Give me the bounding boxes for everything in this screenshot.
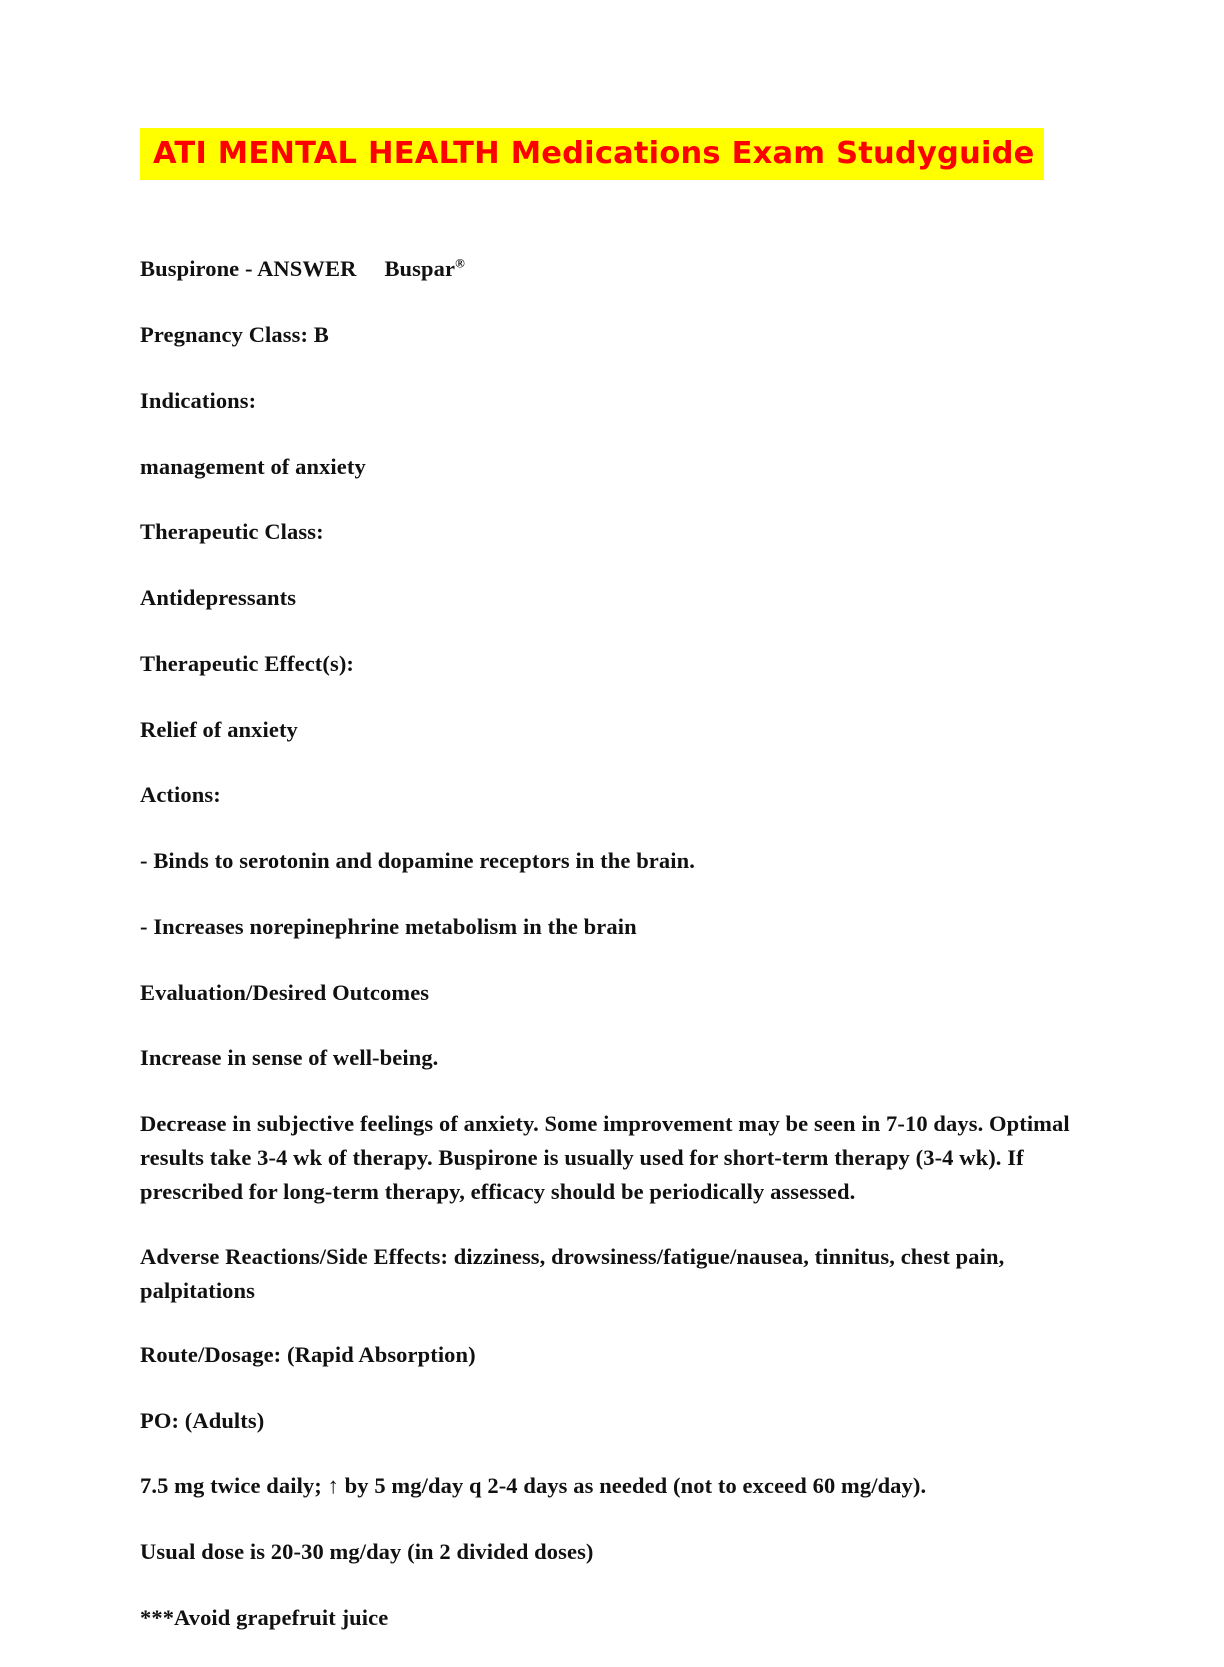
page-title: ATI MENTAL HEALTH Medications Exam Studyguide	[140, 128, 1044, 180]
therapeutic-class-label: Therapeutic Class:	[140, 519, 324, 545]
actions-label: Actions:	[140, 782, 221, 808]
pregnancy-class-line: Pregnancy Class: B	[140, 322, 329, 348]
registered-mark: ®	[455, 255, 465, 271]
evaluation-label: Evaluation/Desired Outcomes	[140, 979, 430, 1005]
drug-name-line	[140, 252, 1084, 286]
action-item-1: - Binds to serotonin and dopamine receptors in the brain.	[140, 848, 695, 874]
special-note: ***Avoid grapefruit juice	[140, 1604, 389, 1630]
document-body	[140, 128, 1084, 1667]
evaluation-item-1: Increase in sense of well-being.	[140, 1045, 439, 1071]
brand-name: Buspar	[384, 256, 456, 282]
dose-detail-1: 7.5 mg twice daily; ↑ by 5 mg/day q 2-4 days as needed (not to exceed 60 mg/day).	[140, 1473, 927, 1499]
indications-label: Indications:	[140, 387, 257, 413]
route-dosage-label: Route/Dosage: (Rapid Absorption)	[140, 1341, 476, 1367]
therapeutic-effects-label: Therapeutic Effect(s):	[140, 650, 355, 676]
document-content	[140, 252, 1084, 1634]
therapeutic-class-value: Antidepressants	[140, 585, 297, 611]
dose-detail-2: Usual dose is 20-30 mg/day (in 2 divided doses)	[140, 1539, 594, 1565]
drug-name-answer: Buspirone - ANSWER	[140, 256, 357, 282]
evaluation-item-2: Decrease in subjective feelings of anxiety. Some improvement may be seen in 7-10 days. Optimal results take 3-4 wk of therapy. Buspirone is usually used for short-term therapy (3-4 wk). If prescribed for long-term therapy, efficacy should be periodically assessed.	[140, 1111, 1070, 1205]
indications-value: management of anxiety	[140, 453, 366, 479]
route-po-adults: PO: (Adults)	[140, 1407, 265, 1433]
action-item-2: - Increases norepinephrine metabolism in the brain	[140, 913, 637, 939]
therapeutic-effects-value: Relief of anxiety	[140, 716, 298, 742]
adverse-reactions: Adverse Reactions/Side Effects: dizziness, drowsiness/fatigue/nausea, tinnitus, chest pain, palpitations	[140, 1243, 1005, 1303]
